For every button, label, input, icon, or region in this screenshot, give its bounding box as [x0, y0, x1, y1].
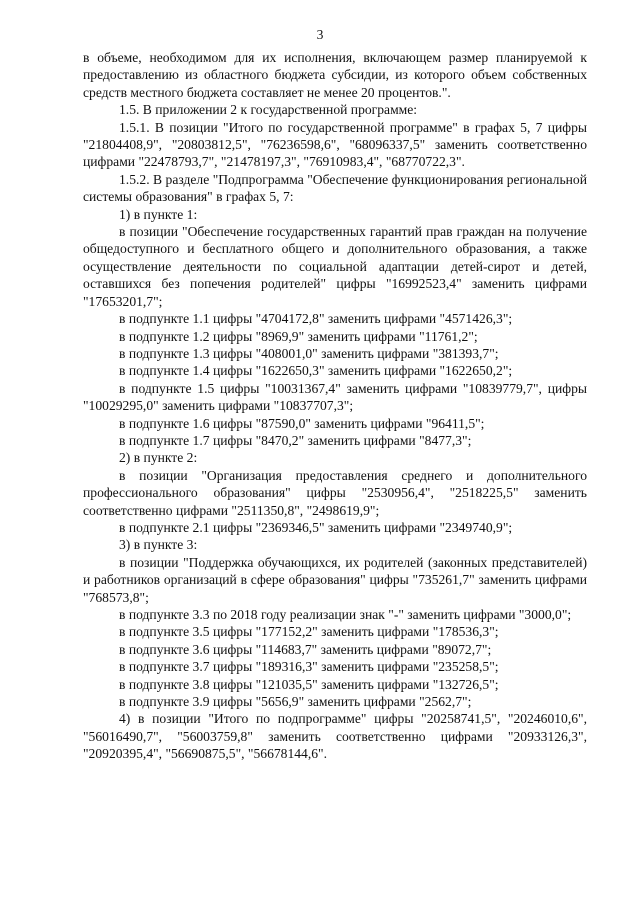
subitem-1-3: в подпункте 1.3 цифры "408001,0" заменить цифрами "381393,7";: [119, 345, 499, 361]
subitem-3-9: в подпункте 3.9 цифры "5656,9" заменить цифрами "2562,7";: [119, 694, 472, 710]
subitem-1-7: в подпункте 1.7 цифры "8470,2" заменить цифрами "8477,3";: [119, 432, 472, 448]
item-1-heading: 1) в пункте 1:: [119, 206, 198, 222]
subitem-2-1: в подпункте 2.1 цифры "2369346,5" заменить цифрами "2349740,9";: [119, 519, 513, 535]
subitem-3-3: в подпункте 3.3 по 2018 году реализации знак "-" заменить цифрами "3000,0";: [119, 607, 572, 622]
item-2-heading: 2) в пункте 2:: [119, 450, 198, 466]
item-3-heading: 3) в пункте 3:: [119, 537, 198, 553]
subitem-1-2: в подпункте 1.2 цифры "8969,9" заменить цифрами "11761,2";: [119, 328, 478, 344]
document-body: [83, 49, 587, 763]
paragraph-continuation: в объеме, необходимом для их исполнения, включающем размер планируемой к предоставлению из областного бюджета субсидии, из которого объем собственных средств местного бюджета составляет не менее 20 процентов.".: [83, 50, 587, 100]
item-2-position: в позиции "Организация предоставления среднего и дополнительного профессионального образования" цифры "2530956,4", "2518225,5" заменить соответственно цифрами "2511350,8", "2498619,9";: [83, 467, 587, 518]
subitem-1-5: в подпункте 1.5 цифры "10031367,4" заменить цифрами "10839779,7", цифры "10029295,0" заменить цифрами "10837707,3";: [83, 380, 587, 414]
subitem-1-6: в подпункте 1.6 цифры "87590,0" заменить цифрами "96411,5";: [119, 415, 485, 431]
subitem-3-8: в подпункте 3.8 цифры "121035,5" заменить цифрами "132726,5";: [119, 676, 499, 692]
subitem-3-7: в подпункте 3.7 цифры "189316,3" заменить цифрами "235258,5";: [119, 659, 499, 675]
item-1-position: в позиции "Обеспечение государственных гарантий прав граждан на получение общедоступного и бесплатного общего и дополнительного образования, а также осуществление деятельности по социальной адаптации детей-сирот и детей, оставшихся без попечения родителей" цифры "16992523,4" заменить цифрами "17653201,7";: [83, 224, 587, 309]
paragraph-1-5-2: 1.5.2. В разделе "Подпрограмма "Обеспечение функционирования региональной системы образования" в графах 5, 7:: [83, 171, 587, 205]
subitem-3-6: в подпункте 3.6 цифры "114683,7" заменить цифрами "89072,7";: [119, 641, 492, 657]
item-4-subprogram-total: 4) в позиции "Итого по подпрограмме" цифры "20258741,5", "20246010,6", "56016490,7", "56003759,8" заменить соответственно цифрами "20933126,3", "20920395,4", "56690875,5", "56678144,6".: [83, 711, 587, 762]
subitem-1-1: в подпункте 1.1 цифры "4704172,8" заменить цифрами "4571426,3";: [119, 311, 513, 327]
subitem-1-4: в подпункте 1.4 цифры "1622650,3" заменить цифрами "1622650,2";: [119, 363, 513, 379]
page-number: 3: [316, 27, 324, 42]
paragraph-1-5: 1.5. В приложении 2 к государственной программе:: [119, 102, 418, 118]
paragraph-1-5-1: 1.5.1. В позиции "Итого по государственной программе" в графах 5, 7 цифры "21804408,9", "20803812,5", "76236598,6", "68096337,5" заменить соответственно цифрами "22478793,7", "21478197,3", "76910983,4", "68770722,3".: [83, 119, 587, 170]
item-3-position: в позиции "Поддержка обучающихся, их родителей (законных представителей) и работников организаций в сфере образования" цифры "735261,7" заменить цифрами "768573,8";: [83, 554, 587, 605]
subitem-3-5: в подпункте 3.5 цифры "177152,2" заменить цифрами "178536,3";: [119, 624, 499, 640]
